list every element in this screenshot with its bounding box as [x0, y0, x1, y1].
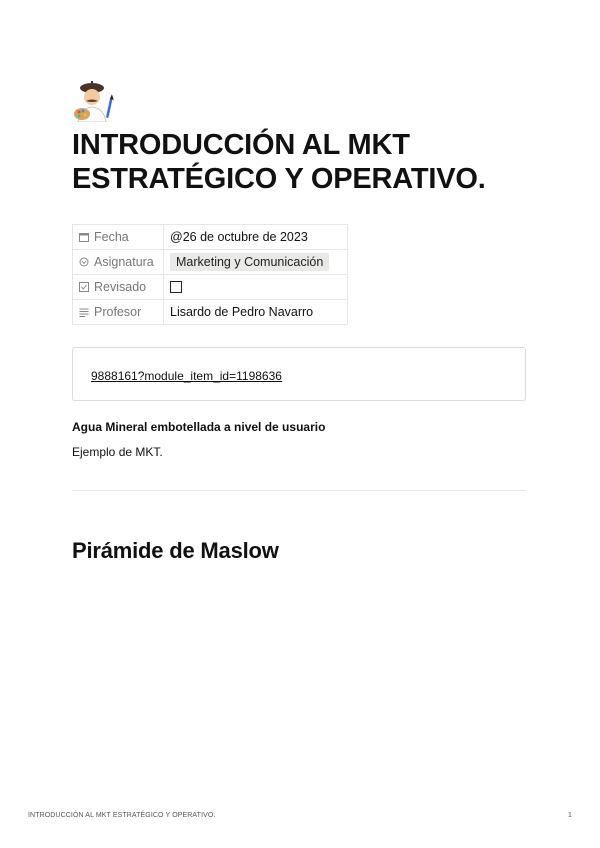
property-key: Fecha — [94, 230, 129, 244]
page-title: INTRODUCCIÓN AL MKT ESTRATÉGICO Y OPERATIVO. — [72, 129, 486, 195]
property-key: Profesor — [94, 305, 142, 319]
date-value[interactable]: @26 de octubre de 2023 — [164, 225, 348, 250]
link-text[interactable]: 9888161?module_item_id=1198636 — [91, 369, 282, 383]
property-key: Asignatura — [94, 255, 154, 269]
bold-paragraph: Agua Mineral embotellada a nivel de usuario — [72, 420, 326, 434]
calendar-icon — [79, 232, 89, 242]
property-key: Revisado — [94, 280, 147, 294]
professor-value[interactable]: Lisardo de Pedro Navarro — [164, 300, 348, 325]
property-row-fecha — [73, 225, 348, 250]
paragraph: Ejemplo de MKT. — [72, 445, 163, 459]
artist-emoji-icon — [72, 80, 116, 122]
properties-table — [72, 224, 348, 325]
divider — [72, 490, 526, 491]
property-row-asignatura — [73, 250, 348, 275]
select-icon — [79, 257, 89, 267]
link-bookmark-block[interactable] — [72, 347, 526, 401]
reviewed-checkbox[interactable] — [170, 281, 182, 293]
subject-tag[interactable]: Marketing y Comunicación — [170, 253, 329, 271]
footer-title: INTRODUCCIÓN AL MKT ESTRATÉGICO Y OPERATIVO. — [28, 812, 216, 819]
section-heading: Pirámide de Maslow — [72, 538, 279, 563]
text-icon — [79, 307, 89, 317]
page-number: 1 — [568, 812, 572, 819]
checkbox-icon — [79, 282, 89, 292]
property-row-revisado — [73, 275, 348, 300]
property-row-profesor — [73, 300, 348, 325]
